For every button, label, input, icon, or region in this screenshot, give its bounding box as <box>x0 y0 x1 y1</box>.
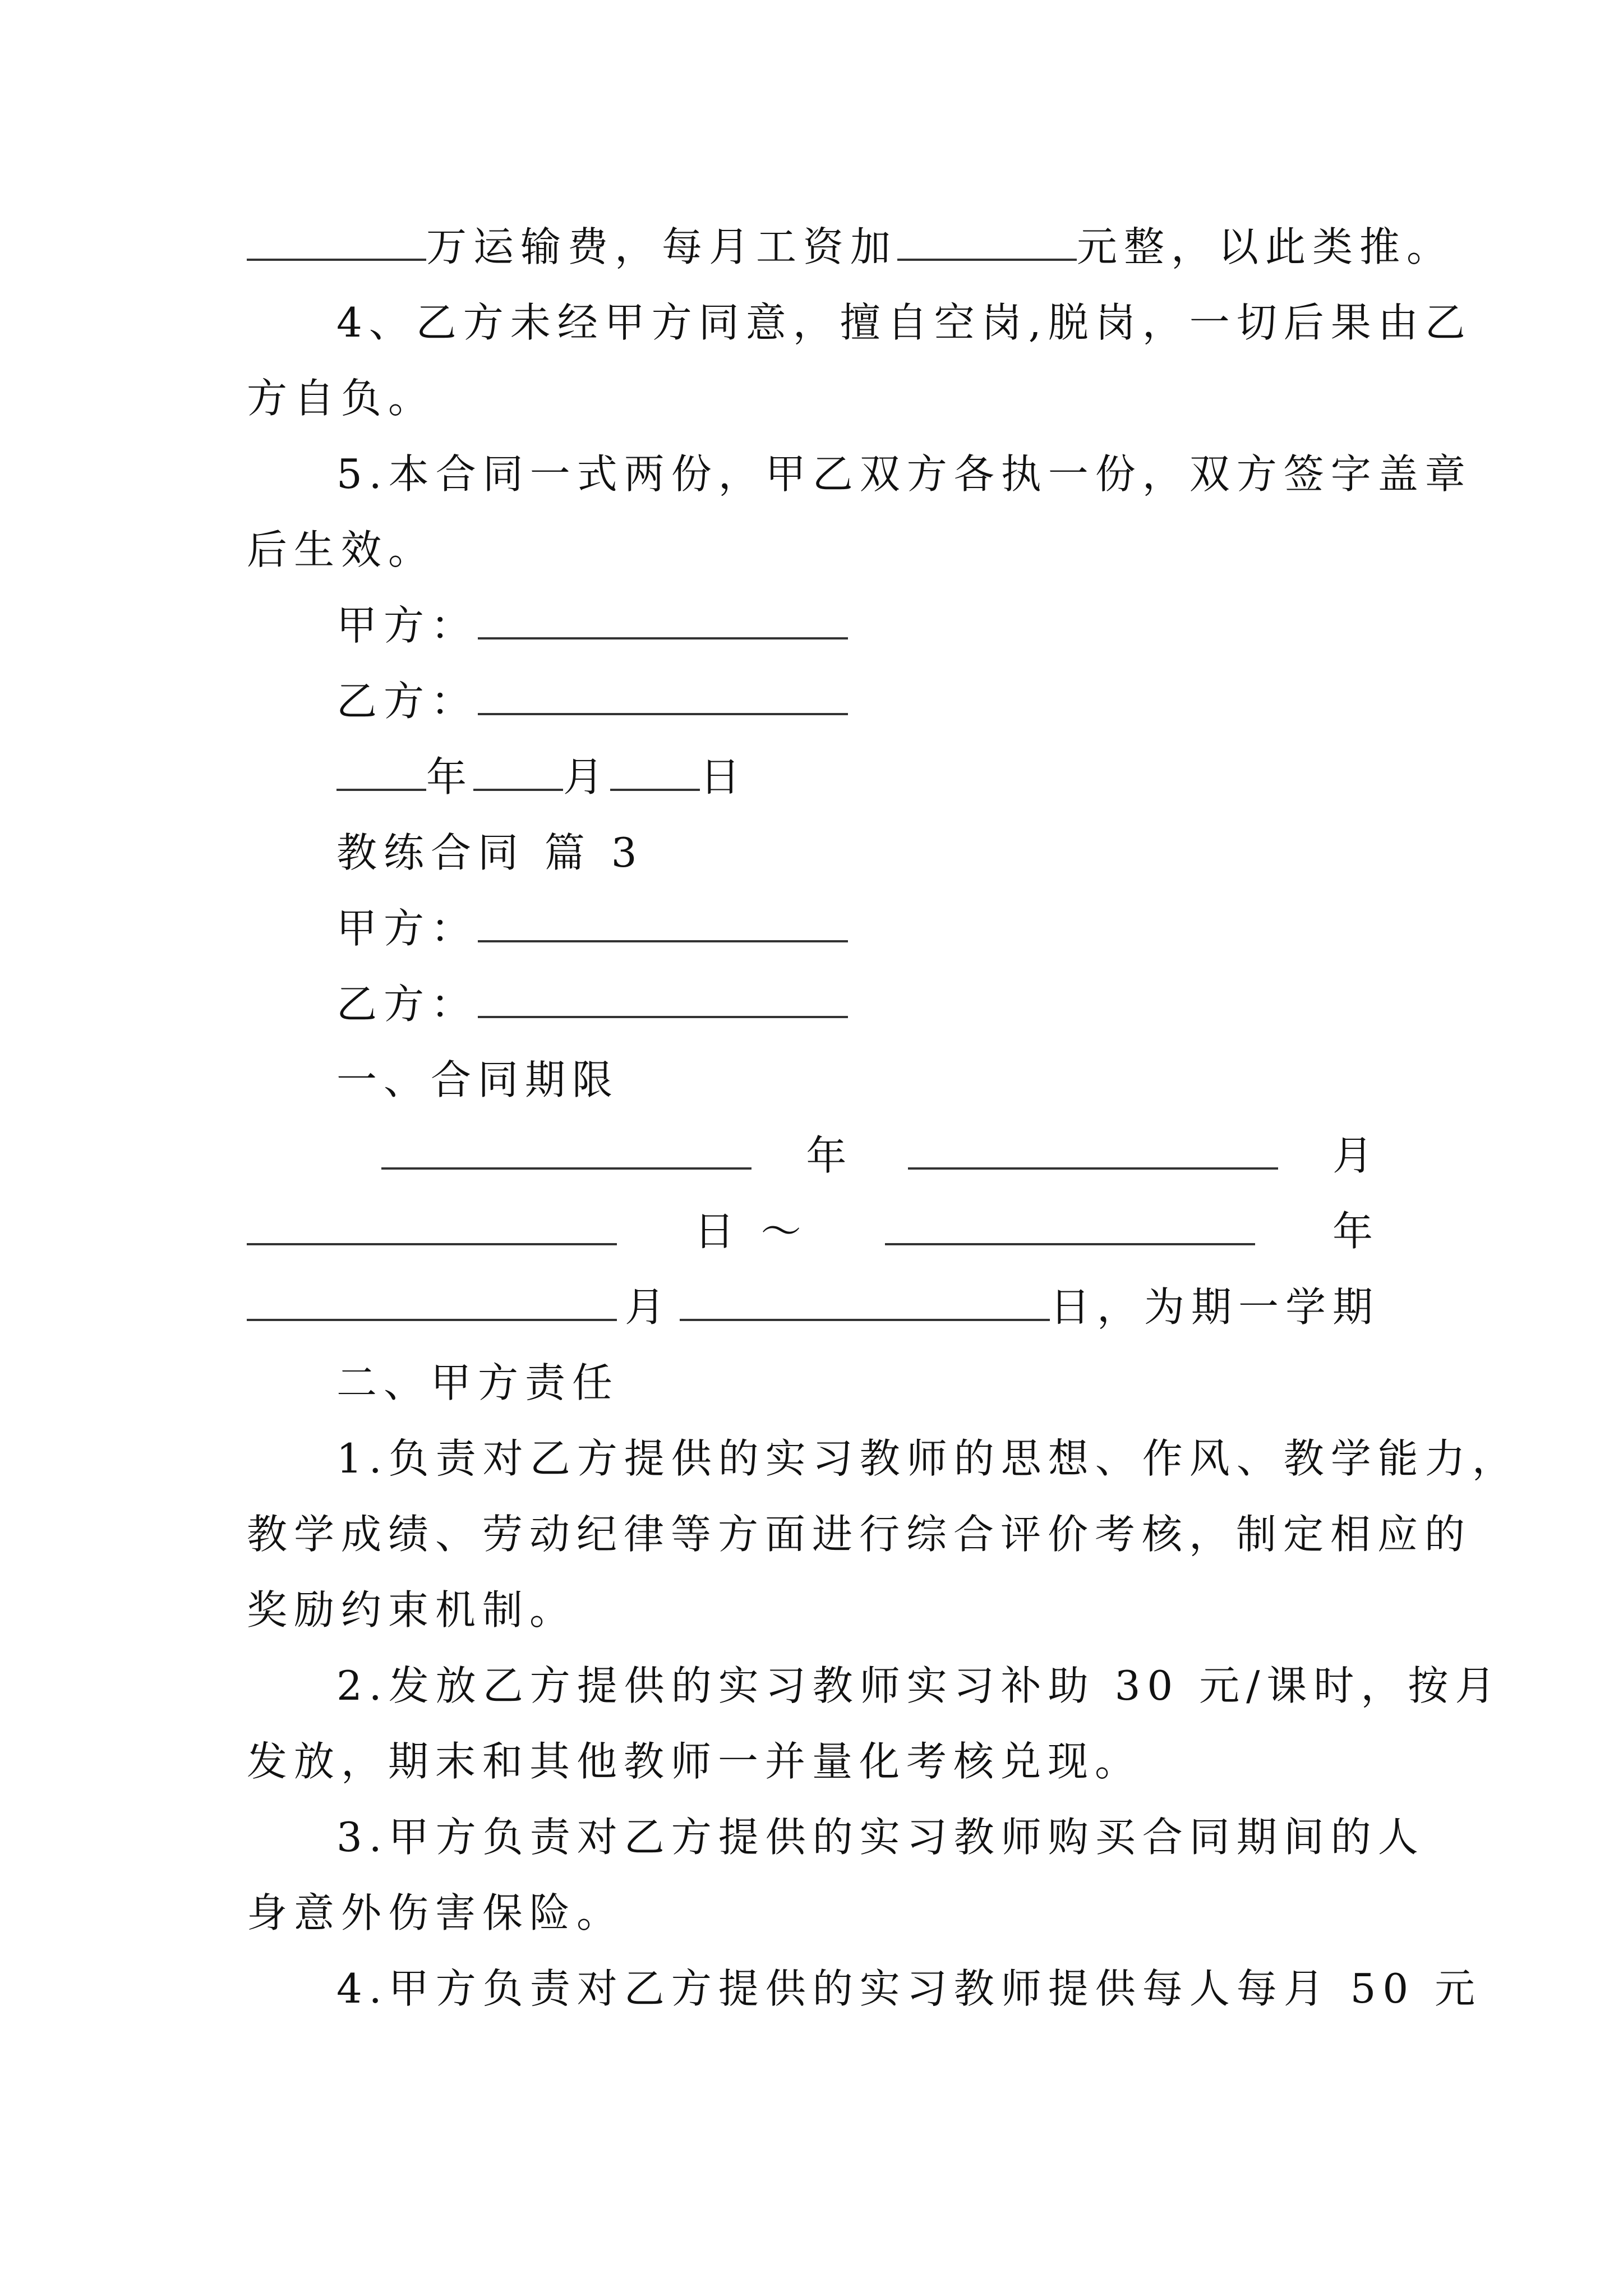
party-a-label: 甲方： <box>336 602 478 649</box>
term-end-group <box>680 1273 1380 1341</box>
heading-party-a-duties: 二、甲方责任 <box>336 1359 620 1406</box>
date-year-label: 年 <box>426 753 474 800</box>
date-blank <box>336 749 426 791</box>
date-month-label: 月 <box>563 753 611 800</box>
section-title: 教练合同 篇 3 <box>336 829 644 876</box>
duty-2-line-1: 2.发放乙方提供的实习教师实习补助 30 元/课时，按月 <box>336 1662 1502 1709</box>
text-line-transport-fee <box>247 213 1454 280</box>
signature-blank <box>478 674 848 715</box>
term-line-3 <box>247 1273 1380 1341</box>
signature-blank <box>478 598 848 639</box>
party-a-label: 甲方： <box>336 905 478 952</box>
term-end-label: 日，为期一学期 <box>1049 1283 1380 1331</box>
heading-contract-term: 一、合同期限 <box>336 1056 620 1103</box>
party-b-line-2 <box>336 970 1380 1038</box>
term-blank <box>680 1280 1050 1321</box>
term-blank <box>247 1204 617 1245</box>
term-blank <box>908 1128 1278 1170</box>
date-day-label: 日 <box>700 753 748 800</box>
text-segment: 元整，以此类推。 <box>1077 223 1454 270</box>
term-month-label: 月 <box>1332 1132 1380 1179</box>
date-blank <box>473 749 563 791</box>
party-b-label: 乙方： <box>336 981 478 1028</box>
party-b-signature-line <box>336 668 1380 735</box>
term-blank <box>885 1204 1255 1245</box>
duty-4-line-1: 4.甲方负责对乙方提供的实习教师提供每人每月 50 元 <box>336 1965 1482 2012</box>
text-segment: 万运输费，每月工资加 <box>426 223 898 270</box>
term-line-1 <box>381 1122 1380 1189</box>
clause-5-line-2: 后生效。 <box>247 526 436 573</box>
duty-1-line-1: 1.负责对乙方提供的实习教师的思想、作风、教学能力， <box>336 1435 1519 1482</box>
term-blank <box>247 1280 617 1321</box>
signature-blank <box>478 901 848 942</box>
term-year-label: 年 <box>1332 1208 1380 1255</box>
clause-4-line-1: 4、乙方未经甲方同意，擅自空岗,脱岗，一切后果由乙 <box>336 299 1472 346</box>
duty-1-line-2: 教学成绩、劳动纪律等方面进行综合评价考核，制定相应的 <box>247 1511 1472 1558</box>
date-blank <box>610 749 700 791</box>
duty-2-line-2: 发放，期末和其他教师一并量化考核兑现。 <box>247 1738 1142 1785</box>
fill-blank <box>247 219 426 261</box>
term-year-label: 年 <box>806 1132 854 1179</box>
party-a-signature-line <box>336 592 1380 659</box>
term-line-2 <box>247 1198 1380 1265</box>
duty-3-line-1: 3.甲方负责对乙方提供的实习教师购买合同期间的人 <box>336 1814 1425 1861</box>
party-b-label: 乙方： <box>336 678 478 725</box>
clause-4-line-2: 方自负。 <box>247 375 436 422</box>
term-day-label: 日 ～ <box>694 1208 808 1255</box>
fill-blank <box>897 219 1077 261</box>
duty-1-line-3: 奖励约束机制。 <box>247 1586 577 1634</box>
duty-3-line-2: 身意外伤害保险。 <box>247 1889 624 1936</box>
term-blank <box>381 1128 751 1170</box>
party-a-line-2 <box>336 895 1380 962</box>
clause-5-line-1: 5.本合同一式两份，甲乙双方各执一份，双方签字盖章 <box>336 450 1472 498</box>
date-line <box>336 743 1380 811</box>
term-month-label: 月 <box>624 1283 672 1331</box>
signature-blank <box>478 977 848 1018</box>
